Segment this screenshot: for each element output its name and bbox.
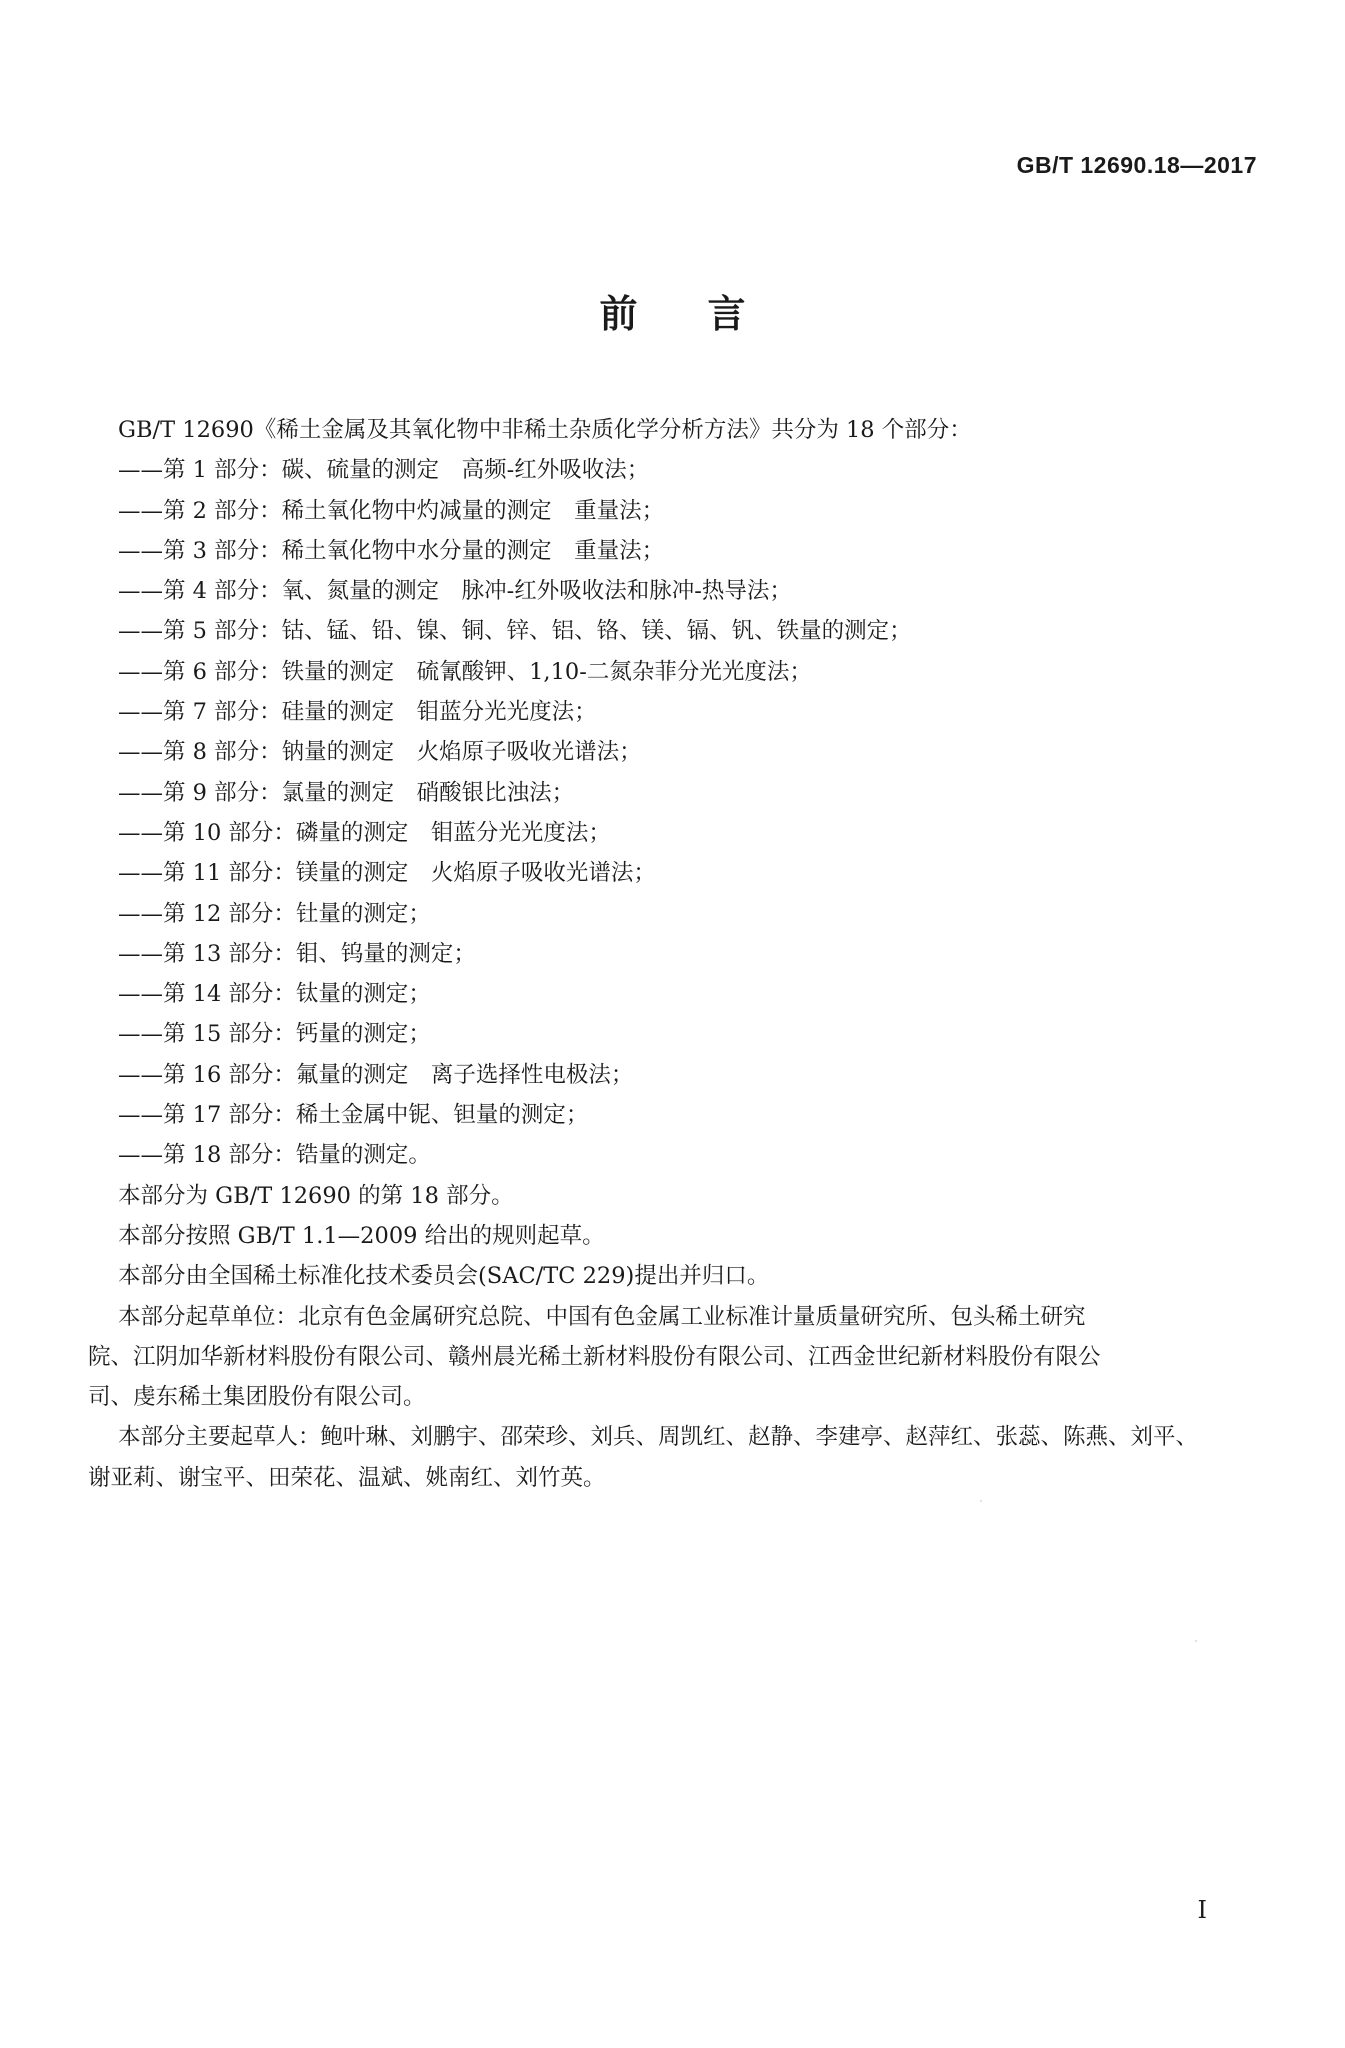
drafting-units-line: 本部分起草单位：北京有色金属研究总院、中国有色金属工业标准计量质量研究所、包头稀土研究 [118,1303,1086,1330]
list-item: ——第 8 部分：钠量的测定 火焰原子吸收光谱法； [118,739,642,766]
list-item: ——第 14 部分：钛量的测定； [118,981,431,1008]
list-item: ——第 1 部分：碳、硫量的测定 高频-红外吸收法； [118,457,650,484]
scan-speck [980,1500,982,1502]
list-item: ——第 11 部分：镁量的测定 火焰原子吸收光谱法； [118,860,656,887]
intro-paragraph: GB/T 12690《稀土金属及其氧化物中非稀土杂质化学分析方法》共分为 18 个部分： [118,417,972,443]
list-item: ——第 3 部分：稀土氧化物中水分量的测定 重量法； [118,537,665,564]
proposed-by-paragraph: 本部分由全国稀土标准化技术委员会(SAC/TC 229)提出并归口。 [118,1263,770,1290]
drafting-units-paragraph [88,1297,1260,1418]
standard-number: GB/T 12690.18—2017 [1016,152,1257,178]
drafters-line: 谢亚莉、谢宝平、田荣花、温斌、姚南红、刘竹英。 [88,1464,606,1491]
part-of-paragraph: 本部分为 GB/T 12690 的第 18 部分。 [118,1182,514,1209]
page-title: 前言 [599,292,816,336]
list-item: ——第 7 部分：硅量的测定 钼蓝分光光度法； [118,699,597,726]
list-item: ——第 16 部分：氟量的测定 离子选择性电极法； [118,1061,634,1088]
drafting-units-line: 院、江阴加华新材料股份有限公司、赣州晨光稀土新材料股份有限公司、江西金世纪新材料股份有限公 [88,1343,1101,1370]
list-item: ——第 18 部分：锆量的测定。 [118,1142,431,1169]
list-item: ——第 17 部分：稀土金属中铌、钽量的测定； [118,1102,589,1129]
list-item: ——第 10 部分：磷量的测定 钼蓝分光光度法； [118,819,611,846]
list-item: ——第 12 部分：钍量的测定； [118,900,431,927]
drafting-units-line: 司、虔东稀土集团股份有限公司。 [88,1384,426,1411]
list-item: ——第 6 部分：铁量的测定 硫氰酸钾、1,10-二氮杂菲分光光度法； [118,658,812,685]
list-item: ——第 2 部分：稀土氧化物中灼减量的测定 重量法； [118,497,665,524]
drafters-line: 本部分主要起草人：鲍叶琳、刘鹏宇、邵荣珍、刘兵、周凯红、赵静、李建亭、赵萍红、张蕊、陈燕、刘平、 [118,1424,1199,1451]
scan-speck [1195,1640,1197,1642]
part-list [118,450,1260,1175]
drafters-paragraph [88,1417,1260,1498]
list-item: ——第 13 部分：钼、钨量的测定； [118,940,476,967]
drafting-rules-paragraph: 本部分按照 GB/T 1.1—2009 给出的规则起草。 [118,1222,605,1249]
list-item: ——第 9 部分：氯量的测定 硝酸银比浊法； [118,779,575,806]
page-number: I [1197,1896,1207,1924]
list-item: ——第 15 部分：钙量的测定； [118,1021,431,1048]
list-item: ——第 5 部分：钴、锰、铅、镍、铜、锌、铝、铬、镁、镉、钒、铁量的测定； [118,618,912,645]
foreword-body [88,410,1260,1498]
list-item: ——第 4 部分：氧、氮量的测定 脉冲-红外吸收法和脉冲-热导法； [118,578,792,605]
